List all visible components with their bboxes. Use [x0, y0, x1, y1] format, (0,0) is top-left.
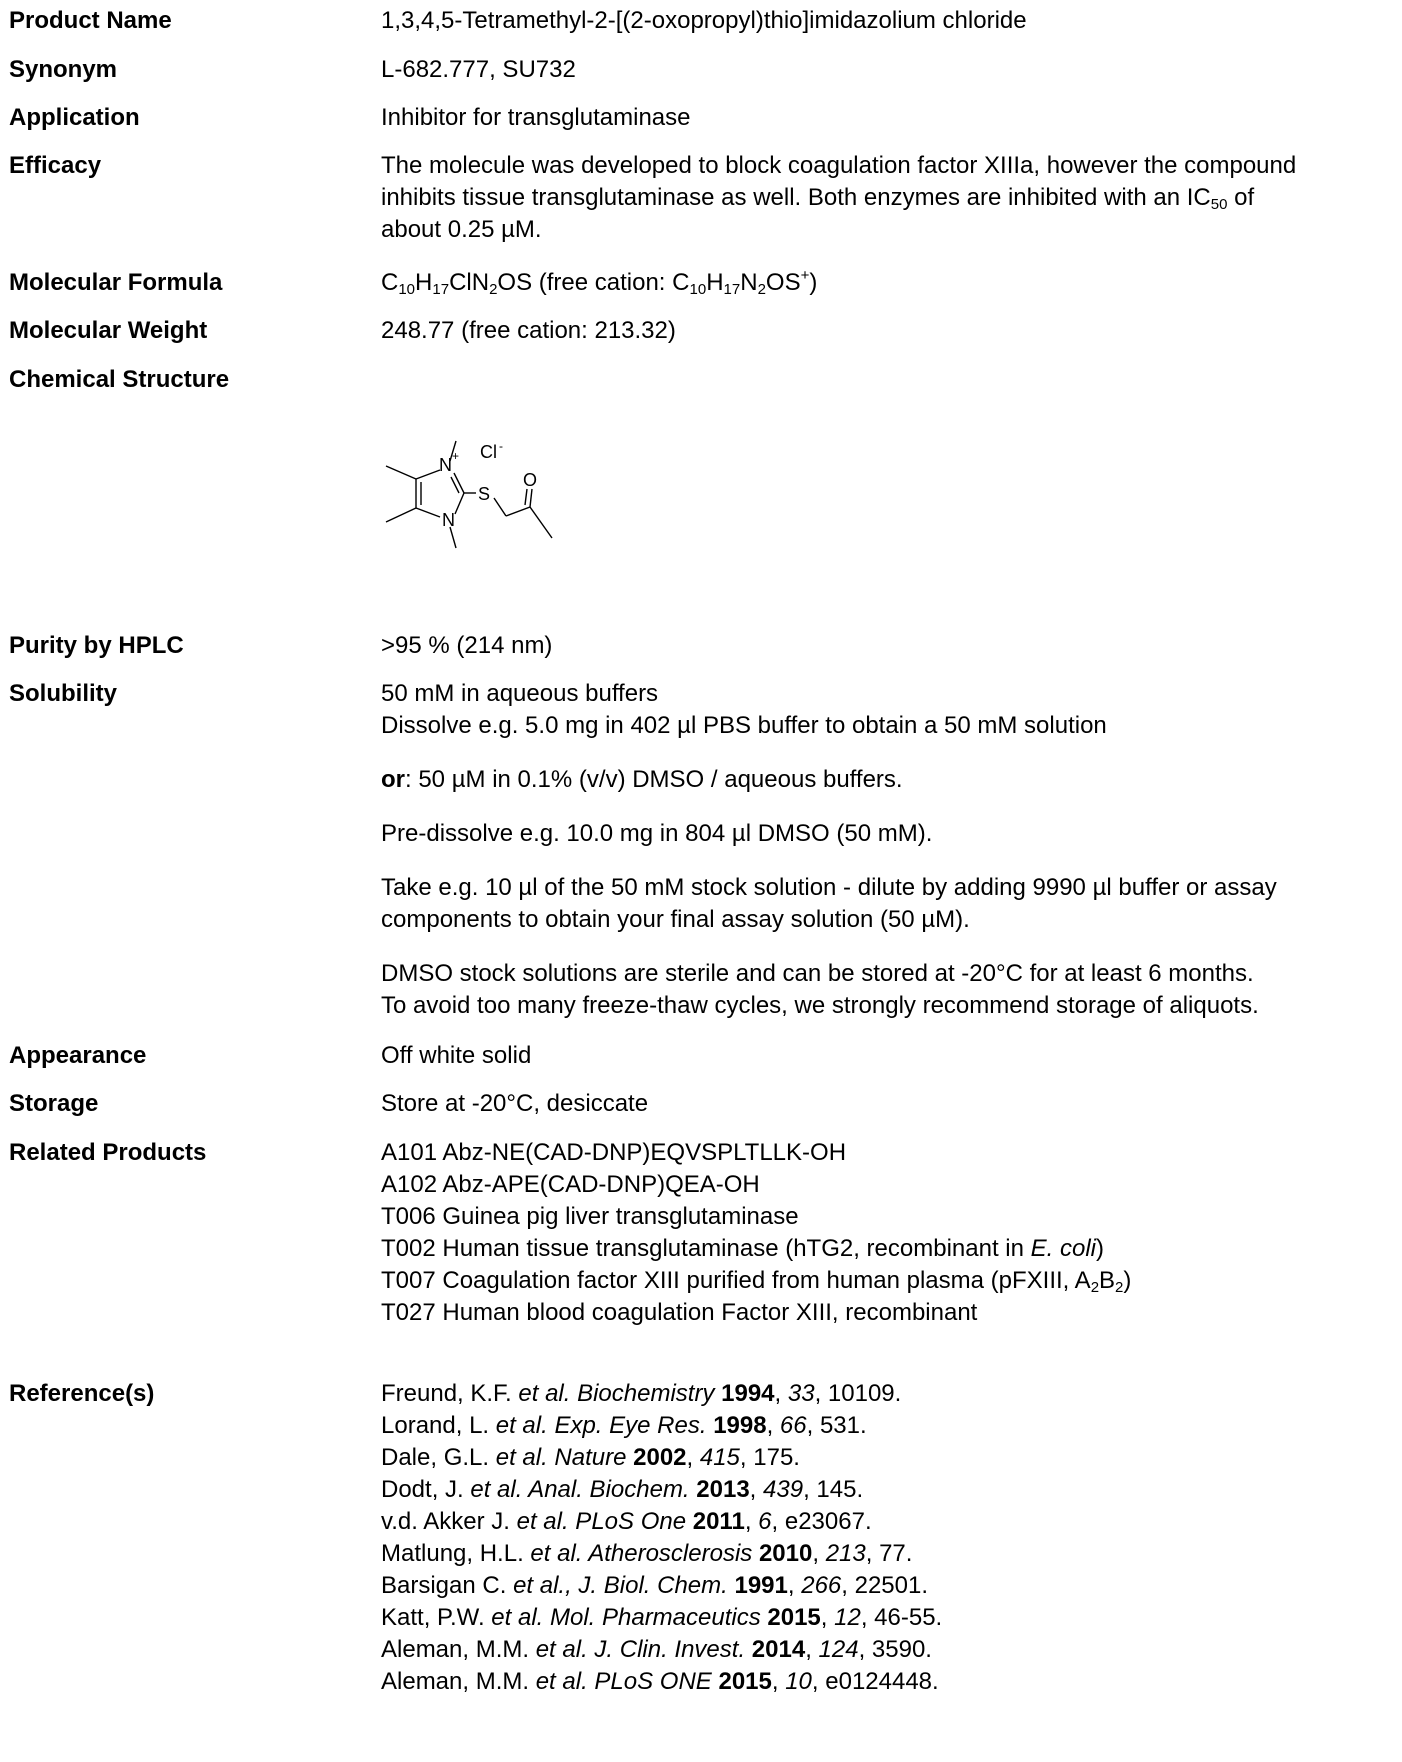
reference-item: Katt, P.W. et al. Mol. Pharmaceutics 2015, 12, 46-55. [381, 1604, 943, 1631]
efficacy-line: The molecule was developed to block coagulation factor XIIIa, however the compound [381, 152, 1297, 179]
purity-label: Purity by HPLC [9, 632, 184, 659]
n-plus-charge: + [452, 449, 460, 463]
efficacy-value [381, 150, 1402, 246]
molecular-formula-label: Molecular Formula [9, 269, 223, 296]
solubility-line: or: 50 µM in 0.1% (v/v) DMSO / aqueous buffers. [381, 766, 903, 793]
related-products-label: Related Products [9, 1139, 207, 1166]
appearance-value: Off white solid [381, 1042, 532, 1069]
appearance-label: Appearance [9, 1042, 147, 1069]
solubility-line: 50 mM in aqueous buffers [381, 680, 659, 707]
related-product-item: T027 Human blood coagulation Factor XIII, recombinant [381, 1299, 978, 1326]
solubility-line: Pre-dissolve e.g. 10.0 mg in 804 µl DMSO (50 mM). [381, 820, 933, 847]
chloride-atom: Cl [480, 442, 497, 462]
chemical-structure-label: Chemical Structure [9, 366, 230, 393]
structure-drawing [372, 436, 562, 566]
purity-value: >95 % (214 nm) [381, 632, 553, 659]
synonym-value: L-682.777, SU732 [381, 56, 576, 83]
solubility-label: Solubility [9, 680, 117, 707]
efficacy-label: Efficacy [9, 152, 102, 179]
reference-item: Aleman, M.M. et al. J. Clin. Invest. 2014, 124, 3590. [381, 1636, 932, 1663]
solubility-line: DMSO stock solutions are sterile and can be stored at -20°C for at least 6 months. [381, 960, 1254, 987]
solubility-line: To avoid too many freeze-thaw cycles, we strongly recommend storage of aliquots. [381, 992, 1259, 1019]
references-list [381, 1378, 1402, 1698]
efficacy-line: inhibits tissue transglutaminase as well. Both enzymes are inhibited with an $IC_{50}$ of [381, 184, 1255, 213]
n-atom: N [442, 510, 455, 530]
related-product-item: T007 Coagulation factor XIII purified from human plasma (pFXIII, $A_2B_2$) [381, 1267, 1132, 1296]
reference-item: Dodt, J. et al. Anal. Biochem. 2013, 439, 145. [381, 1476, 864, 1503]
storage-label: Storage [9, 1090, 99, 1117]
reference-item: Dale, G.L. et al. Nature 2002, 415, 175. [381, 1444, 800, 1471]
related-product-item: A102 Abz-APE(CAD-DNP)QEA-OH [381, 1171, 760, 1198]
product-name-label: Product Name [9, 7, 172, 34]
reference-item: Matlung, H.L. et al. Atherosclerosis 2010, 213, 77. [381, 1540, 913, 1567]
storage-value: Store at -20°C, desiccate [381, 1090, 649, 1117]
reference-item: Freund, K.F. et al. Biochemistry 1994, 33, 10109. [381, 1380, 902, 1407]
chemical-structure-image [372, 436, 562, 566]
product-name-value: 1,3,4,5-Tetramethyl-2-[(2-oxopropyl)thio]imidazolium chloride [381, 7, 1027, 34]
reference-item: Barsigan C. et al., J. Biol. Chem. 1991, 266, 22501. [381, 1572, 929, 1599]
synonym-label: Synonym [9, 56, 118, 83]
reference-item: Aleman, M.M. et al. PLoS ONE 2015, 10, e0124448. [381, 1668, 939, 1695]
molecular-weight-value: 248.77 (free cation: 213.32) [381, 317, 676, 344]
related-product-item: T006 Guinea pig liver transglutaminase [381, 1203, 799, 1230]
solubility-line: Dissolve e.g. 5.0 mg in 402 µl PBS buffer to obtain a 50 mM solution [381, 712, 1107, 739]
sulfur-atom: S [478, 484, 491, 504]
related-products-list [381, 1137, 1402, 1329]
related-product-item: T002 Human tissue transglutaminase (hTG2, recombinant in E. coli) [381, 1235, 1104, 1262]
reference-item: v.d. Akker J. et al. PLoS One 2011, 6, e23067. [381, 1508, 872, 1535]
oxygen-atom: O [523, 470, 538, 490]
references-label: Reference(s) [9, 1380, 155, 1407]
efficacy-line: about 0.25 µM. [381, 216, 542, 243]
solubility-value [381, 678, 1402, 1022]
n-plus-atom: N [439, 455, 452, 475]
application-label: Application [9, 104, 140, 131]
solubility-line: components to obtain your final assay solution (50 µM). [381, 906, 970, 933]
related-product-item: A101 Abz-NE(CAD-DNP)EQVSPLTLLK-OH [381, 1139, 847, 1166]
molecular-weight-label: Molecular Weight [9, 317, 208, 344]
chloride-charge: - [499, 439, 503, 453]
application-value: Inhibitor for transglutaminase [381, 104, 691, 131]
reference-item: Lorand, L. et al. Exp. Eye Res. 1998, 66, 531. [381, 1412, 867, 1439]
solubility-line: Take e.g. 10 µl of the 50 mM stock solution - dilute by adding 9990 µl buffer or assay [381, 874, 1277, 901]
molecular-formula-value: $C_{10}H_{17}ClN_2OS$ (free cation: $C_{10}H_{17}N_2OS^+$) [381, 267, 818, 298]
